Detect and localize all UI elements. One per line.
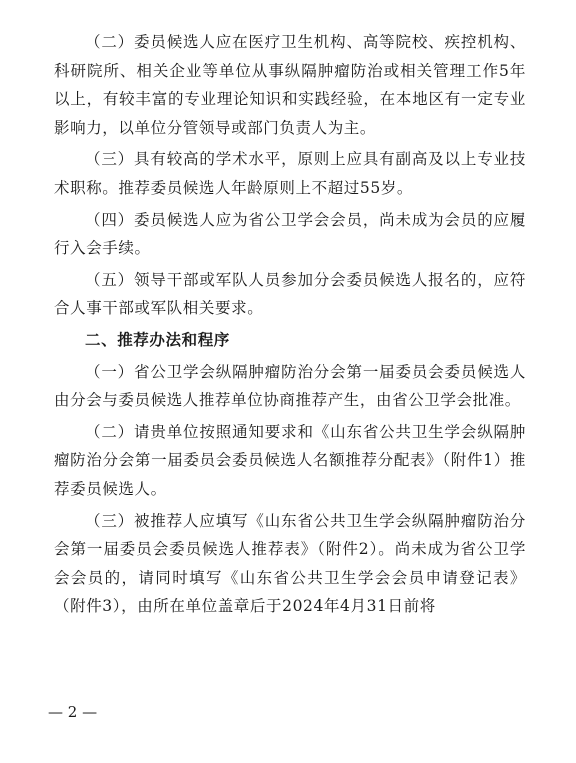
- paragraph-procedure-3: （三）被推荐人应填写《山东省公共卫生学会纵隔肿瘤防治分会第一届委员会委员候选人推荐表》（附件2）。尚未成为省公卫学会会员的，请同时填写《山东省公共卫生学会会员申请登记表》（附件3），由所在单位盖章后于2024年4月31日前将: [54, 511, 526, 616]
- paragraph-procedure-1: （一）省公卫学会纵隔肿瘤防治分会第一届委员会委员候选人由分会与委员候选人推荐单位协商推荐产生，由省公卫学会批准。: [54, 362, 526, 410]
- paragraph-requirement-2: （二）委员候选人应在医疗卫生机构、高等院校、疾控机构、科研院所、相关企业等单位从事纵隔肿瘤防治或相关管理工作5年以上，有较丰富的专业理论知识和实践经验，在本地区有一定专业影响力，以单位分管领导或部门负责人为主。: [54, 33, 526, 137]
- paragraph-procedure-2: （二）请贵单位按照通知要求和《山东省公共卫生学会纵隔肿瘤防治分会第一届委员会委员候选人名额推荐分配表》（附件1）推荐委员候选人。: [54, 422, 526, 498]
- paragraph-requirement-3: （三）具有较高的学术水平，原则上应具有副高及以上专业技术职称。推荐委员候选人年龄原则上不超过55岁。: [54, 150, 526, 197]
- page-number: — 2 —: [48, 703, 98, 721]
- section-heading-recommendation: 二、推荐办法和程序: [85, 330, 230, 349]
- paragraph-requirement-4: （四）委员候选人应为省公卫学会会员，尚未成为会员的应履行入会手续。: [54, 210, 526, 258]
- document-body: [54, 28, 526, 624]
- paragraph-requirement-5: （五）领导干部或军队人员参加分会委员候选人报名的，应符合人事干部或军队相关要求。: [54, 270, 526, 318]
